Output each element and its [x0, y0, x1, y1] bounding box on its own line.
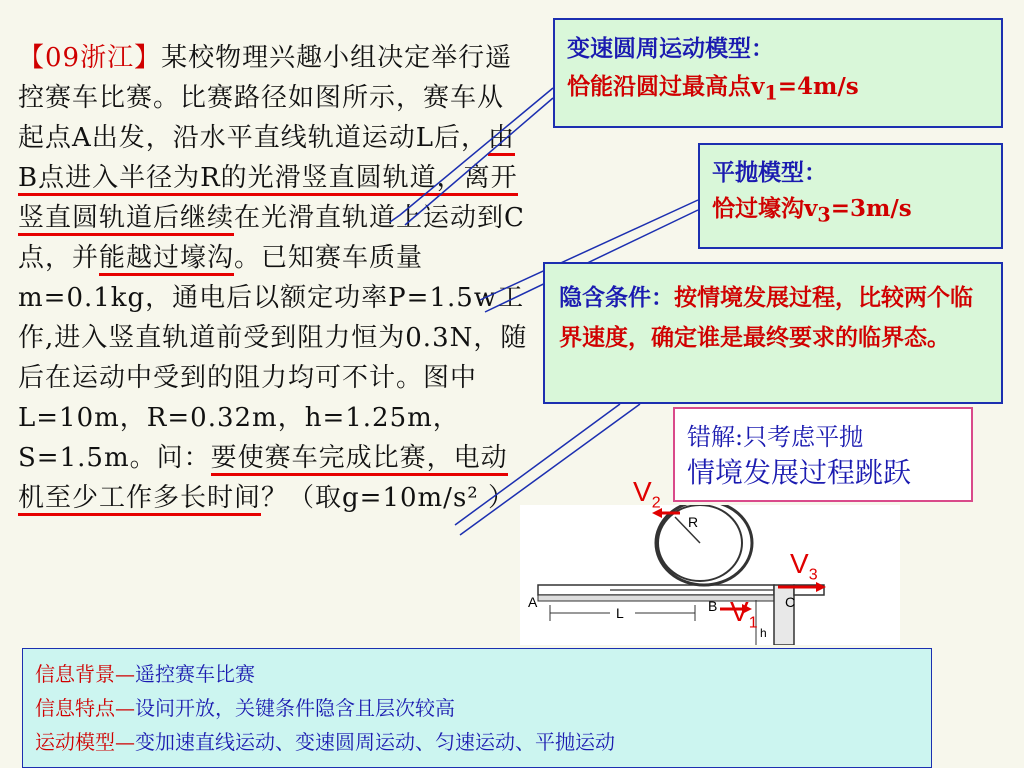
hidden-condition-label: 隐含条件：: [559, 284, 674, 311]
problem-part-4: ？（取g=10m/s² ）: [261, 483, 515, 513]
hidden-condition-text: 按情境发展过程，比较两个临界速度，确定谁是最终要求的临界态。: [559, 284, 973, 351]
wrong-solution-line1: 错解:只考虑平抛: [687, 423, 864, 451]
callout-circular-motion: [553, 18, 1003, 128]
label-a: A: [528, 594, 538, 610]
v1-label: $V_1$: [730, 596, 758, 632]
underlined-question: 要使赛车完成比赛，电动机至少工作多长时间: [18, 443, 508, 516]
v3-label: $V_3$: [790, 548, 818, 584]
label-c: C: [785, 594, 796, 610]
label-h: h: [760, 626, 767, 640]
circular-model-title: 变速圆周运动模型：: [567, 35, 774, 62]
projectile-model-condition: 恰过壕沟$v_3=3m/s$: [712, 195, 912, 227]
underlined-track-condition: 由B点进入半径为R的光滑竖直圆轨道，离开竖直圆轨道后继续: [18, 123, 518, 236]
callout-projectile: [698, 143, 1003, 249]
label-l: L: [616, 605, 624, 621]
track-diagram-svg: [520, 505, 900, 645]
problem-part-1: 某校物理兴趣小组决定举行遥控赛车比赛。比赛路径如图所示，赛车从起点A出发，沿水平直线轨道运动L后，: [18, 43, 513, 153]
callout-hidden-condition: [543, 262, 1003, 404]
projectile-model-title: 平抛模型：: [712, 159, 827, 186]
wrong-solution-line2: 情境发展过程跳跃: [687, 456, 912, 489]
info-row-model: 运动模型—变加速直线运动、变速圆周运动、匀速运动、平抛运动: [35, 730, 615, 754]
v2-label: $V_2$: [633, 476, 661, 512]
problem-tag: 【09浙江】: [18, 43, 162, 73]
info-row-background: 信息背景—遥控赛车比赛: [35, 662, 255, 686]
circular-model-condition: 恰能沿圆过最高点$v_1=4m/s$: [567, 73, 859, 105]
problem-text: [18, 38, 530, 518]
label-b: B: [708, 598, 718, 614]
callout-wrong-solution: [673, 407, 973, 502]
label-r: R: [688, 514, 699, 530]
track-diagram: [520, 505, 900, 645]
underlined-ditch-condition: 能越过壕沟: [99, 243, 234, 276]
info-summary: [22, 648, 932, 768]
info-row-feature: 信息特点—设问开放，关键条件隐含且层次较高: [35, 696, 455, 720]
problem-part-3: 。已知赛车质量m=0.1kg，通电后以额定功率P=1.5w工作,进入竖直轨道前受到阻力恒为0.3N，随后在运动中受到的阻力均可不计。图中L=10m，R=0.32m，h=1.25m，S=1.5m。问：: [18, 243, 528, 473]
problem-part-2: 在光滑直轨道上运动到C点，并: [18, 203, 525, 273]
